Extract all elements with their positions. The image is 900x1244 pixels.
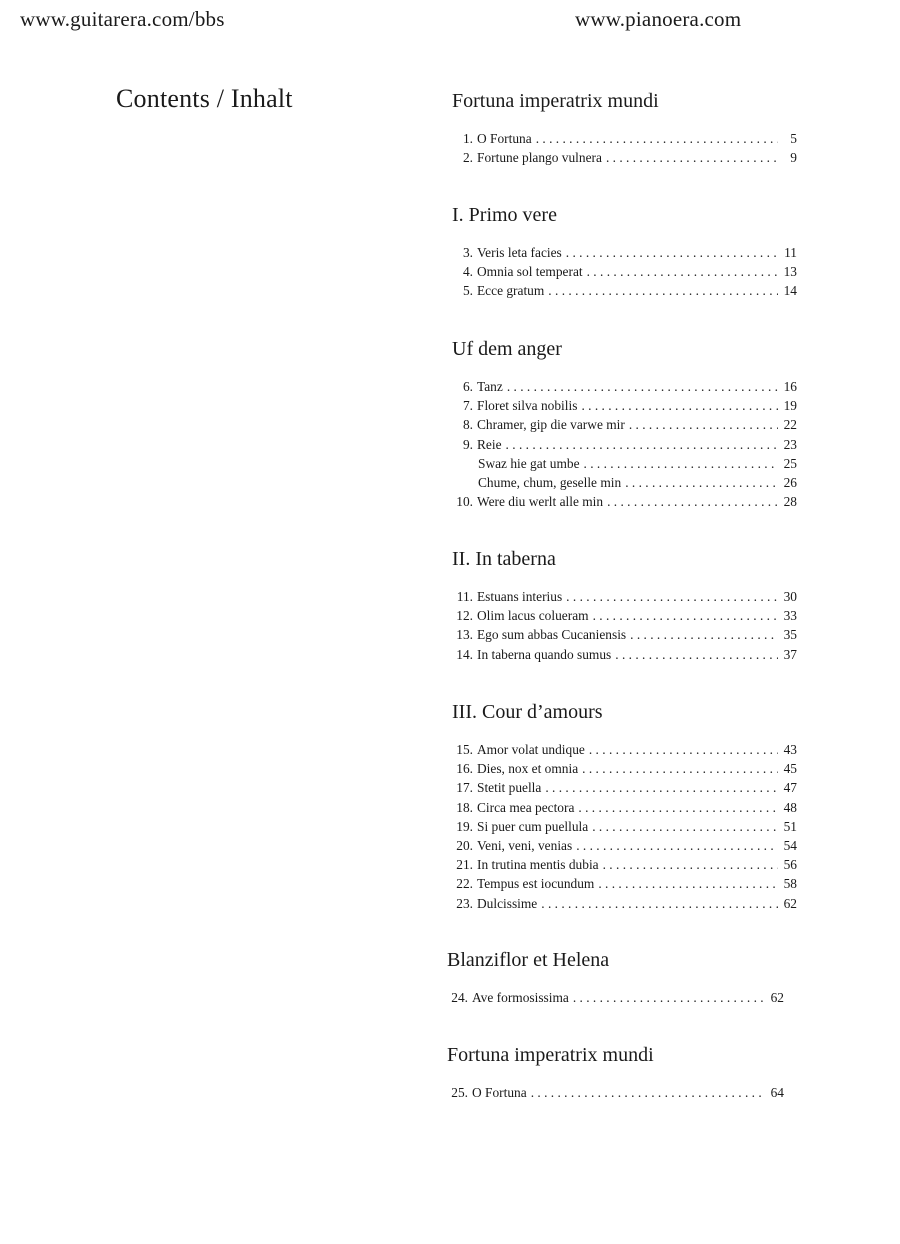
section-title: Uf dem anger [452,338,562,360]
entry-title: Ave formosissima [472,990,569,1005]
entry-number: 17. [456,780,473,796]
entry-number: 11. [456,589,473,604]
entry-title: Estuans interius [477,589,563,604]
entry-title: Tempus est iocundum [477,876,595,892]
entry-number: 7. [462,398,473,414]
dot-leader [598,874,778,893]
dot-leader [578,798,778,817]
toc-entry [452,415,797,434]
page-title: Contents / Inhalt [116,84,293,113]
dot-leader [630,625,778,644]
entry-number: 3. [462,245,473,260]
entry-title: Chramer, gip die varwe mir [477,417,625,433]
entry-page: 14 [783,283,797,299]
dot-leader [603,855,778,874]
toc-entry [452,148,797,167]
dot-leader [625,473,778,492]
entry-page: 43 [783,742,797,757]
entry-number: 25. [451,1085,468,1100]
toc-entry [452,874,797,893]
dot-leader [536,129,778,148]
entry-page: 26 [783,474,797,490]
entry-title: Si puer cum puellula [477,818,589,834]
dot-leader [606,148,778,167]
toc-entry [452,396,797,415]
entry-page: 19 [783,398,797,414]
dot-leader [607,492,778,511]
dot-leader [587,262,778,281]
entry-number: 13. [456,627,473,643]
entry-title: Chume, chum, geselle min [478,474,622,490]
toc-entry [447,1083,784,1102]
entry-number: 10. [456,494,473,510]
entry-page: 62 [783,895,797,911]
toc-entry [452,645,797,664]
entry-title: Dies, nox et omnia [477,761,579,777]
entry-title: Reie [477,436,502,452]
entry-page: 28 [783,494,797,510]
dot-leader [507,377,778,396]
entry-page: 64 [770,1085,784,1100]
dot-leader [531,1083,765,1102]
toc-subentry [452,454,797,473]
entry-page: 47 [783,780,797,796]
toc-section [447,1043,784,1102]
entry-number: 8. [462,417,473,433]
entry-page: 54 [783,837,797,853]
entry-page: 9 [790,150,797,166]
toc-entry [452,740,797,759]
header-left-url: www.guitarera.com/bbs [20,7,225,31]
entry-number: 16. [456,761,473,777]
entry-page: 13 [783,264,797,280]
entry-number: 18. [456,799,473,815]
toc-entry [452,281,797,300]
entry-title: Ecce gratum [477,283,545,299]
section-title: II. In taberna [452,548,556,570]
section-title: Fortuna imperatrix mundi [447,1044,654,1066]
entry-page: 33 [783,608,797,624]
entry-title: Floret silva nobilis [477,398,578,414]
dot-leader [548,281,778,300]
dot-leader [581,396,778,415]
entry-number: 21. [456,857,473,873]
dot-leader [615,645,778,664]
entry-page: 5 [790,131,797,146]
entry-title: Omnia sol temperat [477,264,583,280]
dot-leader [584,454,778,473]
entry-page: 48 [783,799,797,815]
entry-page: 22 [783,417,797,433]
entry-page: 23 [783,436,797,452]
entry-page: 62 [770,990,784,1005]
entry-title: Fortune plango vulnera [477,150,602,166]
toc-entry [452,606,797,625]
entry-title: O Fortuna [477,131,532,146]
entry-number: 22. [456,876,473,892]
entry-title: Ego sum abbas Cucaniensis [477,627,627,643]
section-title: III. Cour d’amours [452,701,603,723]
entry-title: Stetit puella [477,780,542,796]
entry-number: 24. [451,990,468,1005]
toc-section [447,948,784,1007]
entry-number: 4. [462,264,473,280]
dot-leader [541,894,778,913]
toc-entry [452,262,797,281]
toc-entry [452,836,797,855]
entry-title: Circa mea pectora [477,799,575,815]
entry-page: 16 [783,379,797,394]
dot-leader [582,759,778,778]
entry-number: 23. [456,895,473,911]
entry-number: 14. [456,646,473,662]
entry-title: Veni, veni, venias [477,837,573,853]
entry-title: Tanz [477,379,503,394]
entry-number: 6. [462,379,473,394]
entry-title: Were diu werlt alle min [477,494,604,510]
entry-number: 19. [456,818,473,834]
dot-leader [576,836,778,855]
entry-title: O Fortuna [472,1085,527,1100]
dot-leader [629,415,778,434]
entry-page: 45 [783,761,797,777]
section-title: Blanziflor et Helena [447,949,610,971]
toc-entry [452,759,797,778]
entry-page: 35 [783,627,797,643]
entry-page: 11 [784,245,797,260]
toc-entry [452,778,797,797]
entry-page: 25 [783,455,797,471]
toc-section [452,89,797,167]
entry-number: 15. [456,742,473,757]
entry-page: 56 [783,857,797,873]
toc-entry [452,798,797,817]
entry-title: Olim lacus colueram [477,608,589,624]
dot-leader [506,435,778,454]
entry-number: 12. [456,608,473,624]
toc-entry [452,243,797,262]
toc-section [452,547,797,664]
entry-page: 51 [783,818,797,834]
dot-leader [592,817,778,836]
toc-entry [452,377,797,396]
toc-section [452,700,797,913]
dot-leader [593,606,778,625]
entry-page: 30 [783,589,797,604]
entry-title: Dulcissime [477,895,538,911]
entry-page: 58 [783,876,797,892]
entry-page: 37 [783,646,797,662]
toc-section [452,203,797,301]
toc-subentry [452,473,797,492]
dot-leader [589,740,778,759]
entry-number: 20. [456,837,473,853]
toc-entry [452,587,797,606]
toc-section [452,337,797,511]
toc-entry [452,855,797,874]
entry-number: 2. [462,150,473,166]
toc-entry [452,129,797,148]
entry-title: Swaz hie gat umbe [478,455,580,471]
entry-title: In trutina mentis dubia [477,857,599,873]
dot-leader [566,587,778,606]
entry-title: Amor volat undique [477,742,585,757]
dot-leader [573,988,765,1007]
entry-number: 9. [462,436,473,452]
section-title: I. Primo vere [452,204,557,226]
entry-title: In taberna quando sumus [477,646,612,662]
toc-entry [447,988,784,1007]
toc-entry [452,817,797,836]
entry-number: 5. [462,283,473,299]
entry-number: 1. [462,131,473,146]
header-right-url: www.pianoera.com [575,7,742,31]
toc-entry [452,894,797,913]
dot-leader [545,778,778,797]
entry-title: Veris leta facies [477,245,562,260]
toc-entry [452,435,797,454]
section-title: Fortuna imperatrix mundi [452,90,659,112]
dot-leader [566,243,778,262]
toc-entry [452,625,797,644]
toc-entry [452,492,797,511]
